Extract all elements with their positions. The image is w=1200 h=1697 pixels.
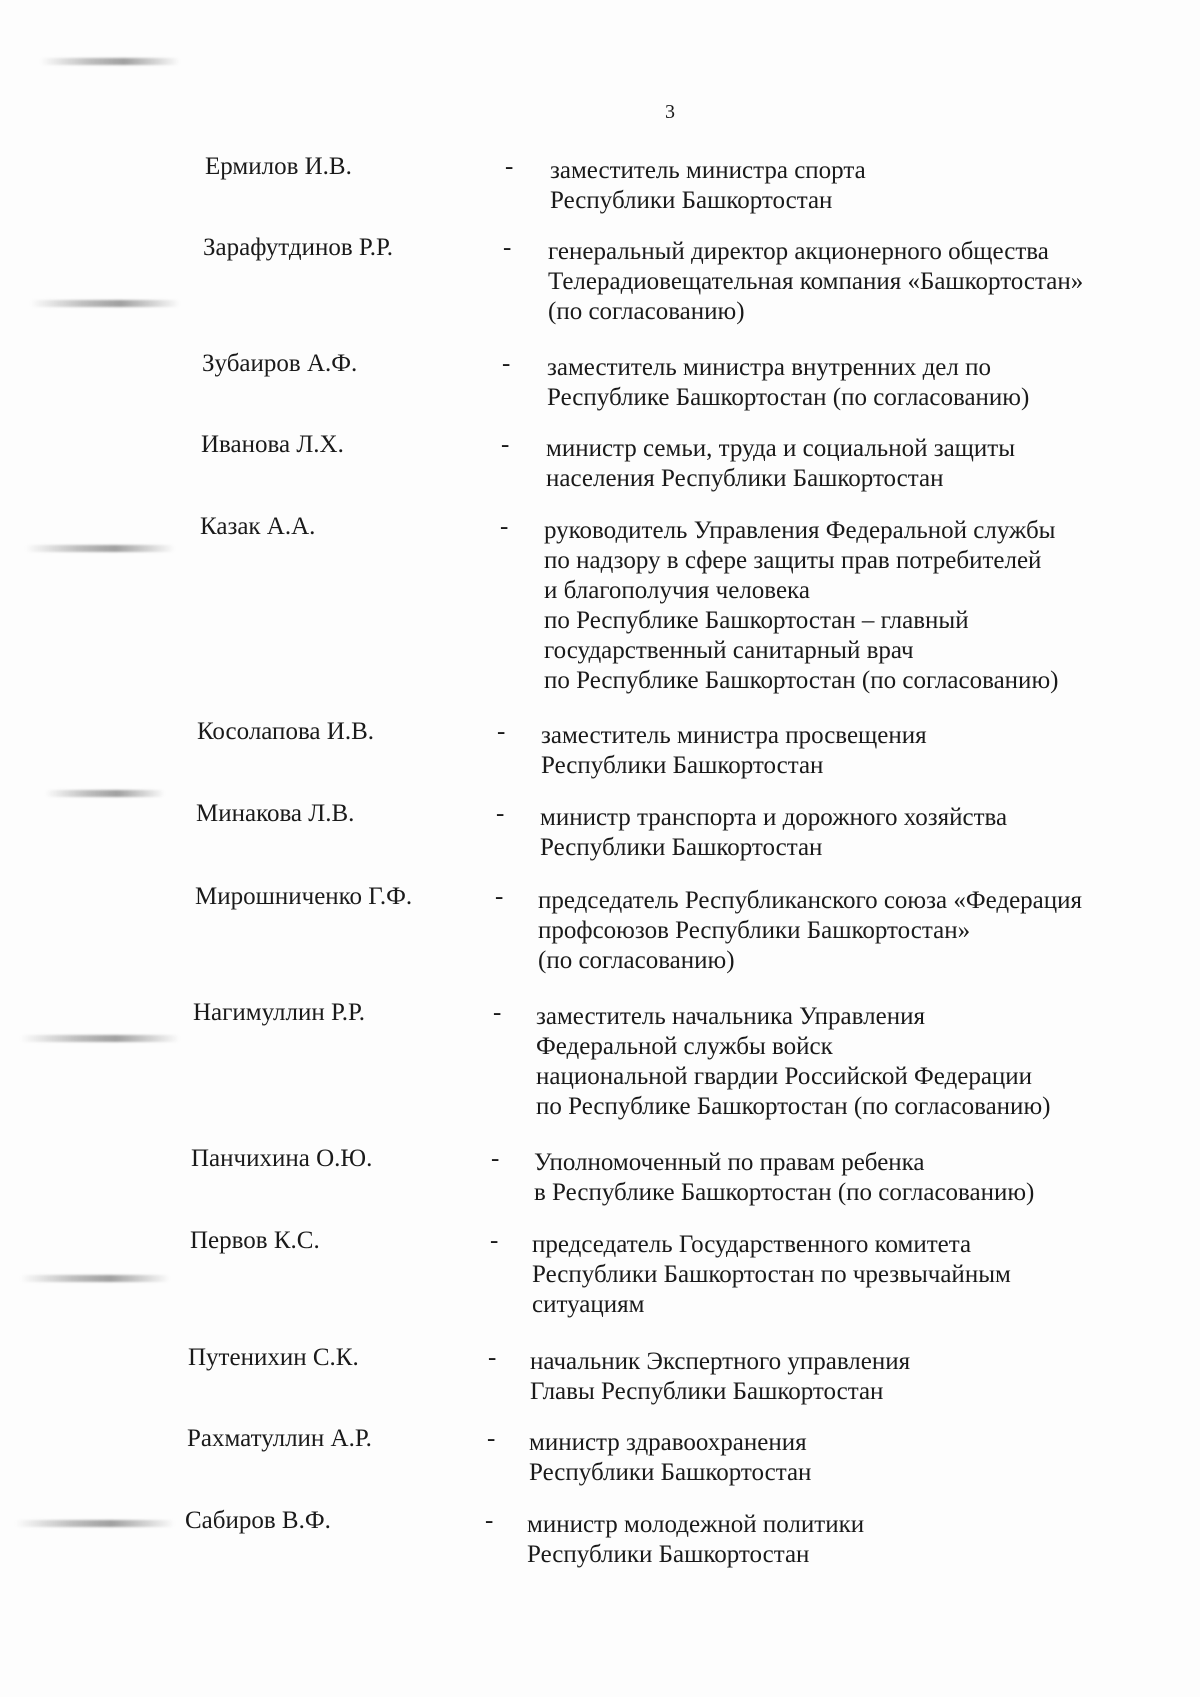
member-position [532, 1230, 1011, 1320]
position-line: Телерадиовещательная компания «Башкортостан» [548, 268, 1084, 295]
member-name: Иванова Л.Х. [201, 431, 344, 458]
separator-dash: - [490, 1227, 499, 1254]
separator-dash: - [500, 513, 509, 540]
member-position [527, 1510, 864, 1570]
position-line: населения Республики Башкортостан [546, 465, 944, 492]
position-line: Республики Башкортостан [540, 834, 823, 861]
member-position [546, 434, 1015, 494]
member-position [550, 156, 866, 216]
member-name: Зарафутдинов Р.Р. [203, 234, 393, 261]
position-line: министр молодежной политики [527, 1511, 865, 1538]
position-line: заместитель начальника Управления [536, 1003, 925, 1030]
member-name: Путенихин С.К. [188, 1344, 359, 1371]
position-line: Федеральной службы войск [536, 1033, 833, 1060]
member-position [548, 237, 1083, 327]
member-name: Панчихина О.Ю. [191, 1145, 373, 1172]
separator-dash: - [496, 800, 505, 827]
position-line: государственный санитарный врач [544, 637, 914, 664]
position-line: Республики Башкортостан по чрезвычайным [532, 1261, 1011, 1288]
position-line: руководитель Управления Федеральной службы [544, 517, 1056, 544]
position-line: министр транспорта и дорожного хозяйства [540, 804, 1008, 831]
position-line: (по согласованию) [548, 298, 745, 325]
position-line: Уполномоченный по правам ребенка [534, 1149, 925, 1176]
member-name: Минакова Л.В. [196, 800, 355, 827]
position-line: Республики Башкортостан [527, 1541, 810, 1568]
separator-dash: - [502, 350, 511, 377]
position-line: Республики Башкортостан [529, 1459, 812, 1486]
position-line: председатель Государственного комитета [532, 1231, 972, 1258]
position-line: заместитель министра спорта [550, 157, 866, 184]
position-line: (по согласованию) [538, 947, 735, 974]
position-line: генеральный директор акционерного общества [548, 238, 1049, 265]
separator-dash: - [503, 234, 512, 261]
member-position [541, 721, 927, 781]
member-name: Рахматуллин А.Р. [187, 1425, 372, 1452]
member-position [534, 1148, 1034, 1208]
position-line: министр семьи, труда и социальной защиты [546, 435, 1016, 462]
member-position [538, 886, 1082, 976]
separator-dash: - [485, 1507, 494, 1534]
member-position [547, 353, 1029, 413]
position-line: заместитель министра внутренних дел по [547, 354, 992, 381]
member-position [544, 516, 1058, 696]
member-name: Нагимуллин Р.Р. [193, 999, 366, 1026]
position-line: Республике Башкортостан (по согласованию) [547, 384, 1030, 411]
member-name: Зубаиров А.Ф. [202, 350, 358, 377]
member-name: Ермилов И.В. [205, 153, 352, 180]
position-line: по Республике Башкортостан – главный [544, 607, 969, 634]
separator-dash: - [488, 1344, 497, 1371]
position-line: председатель Республиканского союза «Федерация [538, 887, 1083, 914]
position-line: Главы Республики Башкортостан [530, 1378, 884, 1405]
position-line: по Республике Башкортостан (по согласованию) [544, 667, 1059, 694]
member-position [529, 1428, 811, 1488]
member-position [536, 1002, 1050, 1122]
position-line: Республики Башкортостан [541, 752, 824, 779]
member-name: Сабиров В.Ф. [185, 1507, 331, 1534]
position-line: и благополучия человека [544, 577, 810, 604]
position-line: заместитель министра просвещения [541, 722, 927, 749]
member-name: Первов К.С. [190, 1227, 320, 1254]
position-line: по Республике Башкортостан (по согласованию) [536, 1093, 1051, 1120]
separator-dash: - [505, 153, 514, 180]
page-number: 3 [665, 101, 675, 123]
separator-dash: - [493, 999, 502, 1026]
separator-dash: - [491, 1145, 500, 1172]
member-position [530, 1347, 910, 1407]
position-line: Республики Башкортостан [550, 187, 833, 214]
position-line: министр здравоохранения [529, 1429, 807, 1456]
position-line: ситуациям [532, 1291, 645, 1318]
position-line: в Республике Башкортостан (по согласованию) [534, 1179, 1035, 1206]
position-line: национальной гвардии Российской Федерации [536, 1063, 1033, 1090]
member-name: Косолапова И.В. [197, 718, 374, 745]
member-position [540, 803, 1007, 863]
position-line: по надзору в сфере защиты прав потребителей [544, 547, 1042, 574]
separator-dash: - [495, 883, 504, 910]
member-name: Мирошниченко Г.Ф. [195, 883, 413, 910]
separator-dash: - [497, 718, 506, 745]
separator-dash: - [501, 431, 510, 458]
member-name: Казак А.А. [200, 513, 316, 540]
position-line: профсоюзов Республики Башкортостан» [538, 917, 971, 944]
separator-dash: - [487, 1425, 496, 1452]
position-line: начальник Экспертного управления [530, 1348, 911, 1375]
